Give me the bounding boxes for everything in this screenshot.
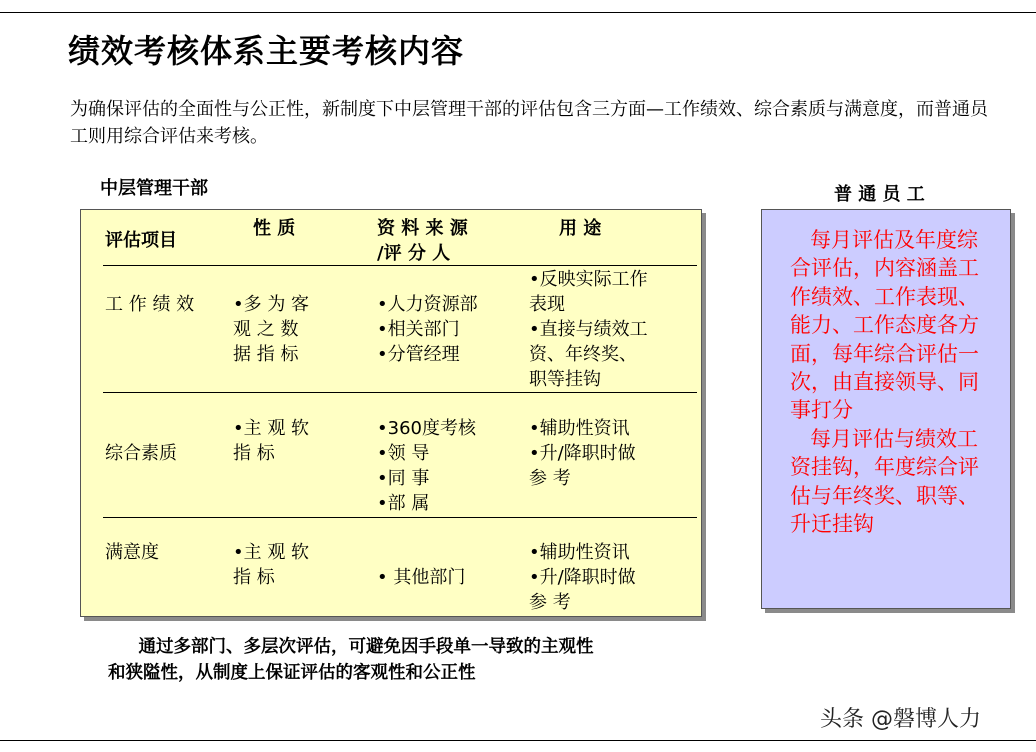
- row1-nature: •多 为 客 观 之 数 据 指 标: [233, 294, 310, 365]
- middle-managers-table: [80, 209, 702, 617]
- watermark: 头条 @磐博人力: [820, 707, 981, 732]
- staff-label: 普 通 员 工: [834, 184, 925, 205]
- row2-use: •辅助性资讯 •升/降职时做 参 考: [529, 418, 636, 489]
- intro-paragraph: 为确保评估的全面性与公正性，新制度下中层管理干部的评估包含三方面—工作绩效、综合素质与满意度，而普通员工则用综合评估来考核。: [70, 99, 988, 147]
- row1-use: •反映实际工作 表现 •直接与绩效工 资、年终奖、 职等挂钩: [529, 269, 648, 390]
- row2-source: •360度考核 •领 导 •同 事 •部 属: [377, 418, 476, 514]
- page-title: 绩效考核体系主要考核内容: [68, 32, 465, 70]
- header-source: 资 料 来 源 /评 分 人: [377, 218, 468, 264]
- footnote: 通过多部门、多层次评估，可避免因手段单一导致的主观性和狭隘性，从制度上保证评估的客观性和公正性: [108, 637, 594, 683]
- row3-item: 满意度: [105, 542, 159, 563]
- row-divider-3: [103, 517, 697, 518]
- row-divider-1: [103, 265, 697, 266]
- row1-source: •人力资源部 •相关部门 •分管经理: [377, 294, 478, 365]
- row3-nature: •主 观 软 指 标: [233, 542, 310, 588]
- bottom-rule: [0, 740, 1036, 741]
- row2-nature: •主 观 软 指 标: [233, 418, 310, 464]
- row3-source: • 其他部门: [377, 567, 466, 588]
- middle-managers-label: 中层管理干部: [100, 178, 208, 199]
- header-use: 用 途: [559, 218, 602, 239]
- row2-item: 综合素质: [105, 443, 177, 464]
- top-rule: [0, 12, 1036, 13]
- staff-evaluation-box: [761, 209, 1011, 609]
- row1-item: 工 作 绩 效: [105, 294, 195, 315]
- staff-evaluation-text: 每月评估及年度综合评估，内容涵盖工作绩效、工作表现、能力、工作态度各方面，每年综合评估一次，由直接领导、同事打分 每月评估与绩效工资挂钩，年度综合评估与年终奖、职等、升迁挂钩: [790, 228, 979, 537]
- row3-use: •辅助性资讯 •升/降职时做 参 考: [529, 542, 636, 613]
- header-item: 评估项目: [105, 230, 177, 251]
- header-nature: 性 质: [253, 218, 296, 239]
- row-divider-2: [103, 392, 697, 393]
